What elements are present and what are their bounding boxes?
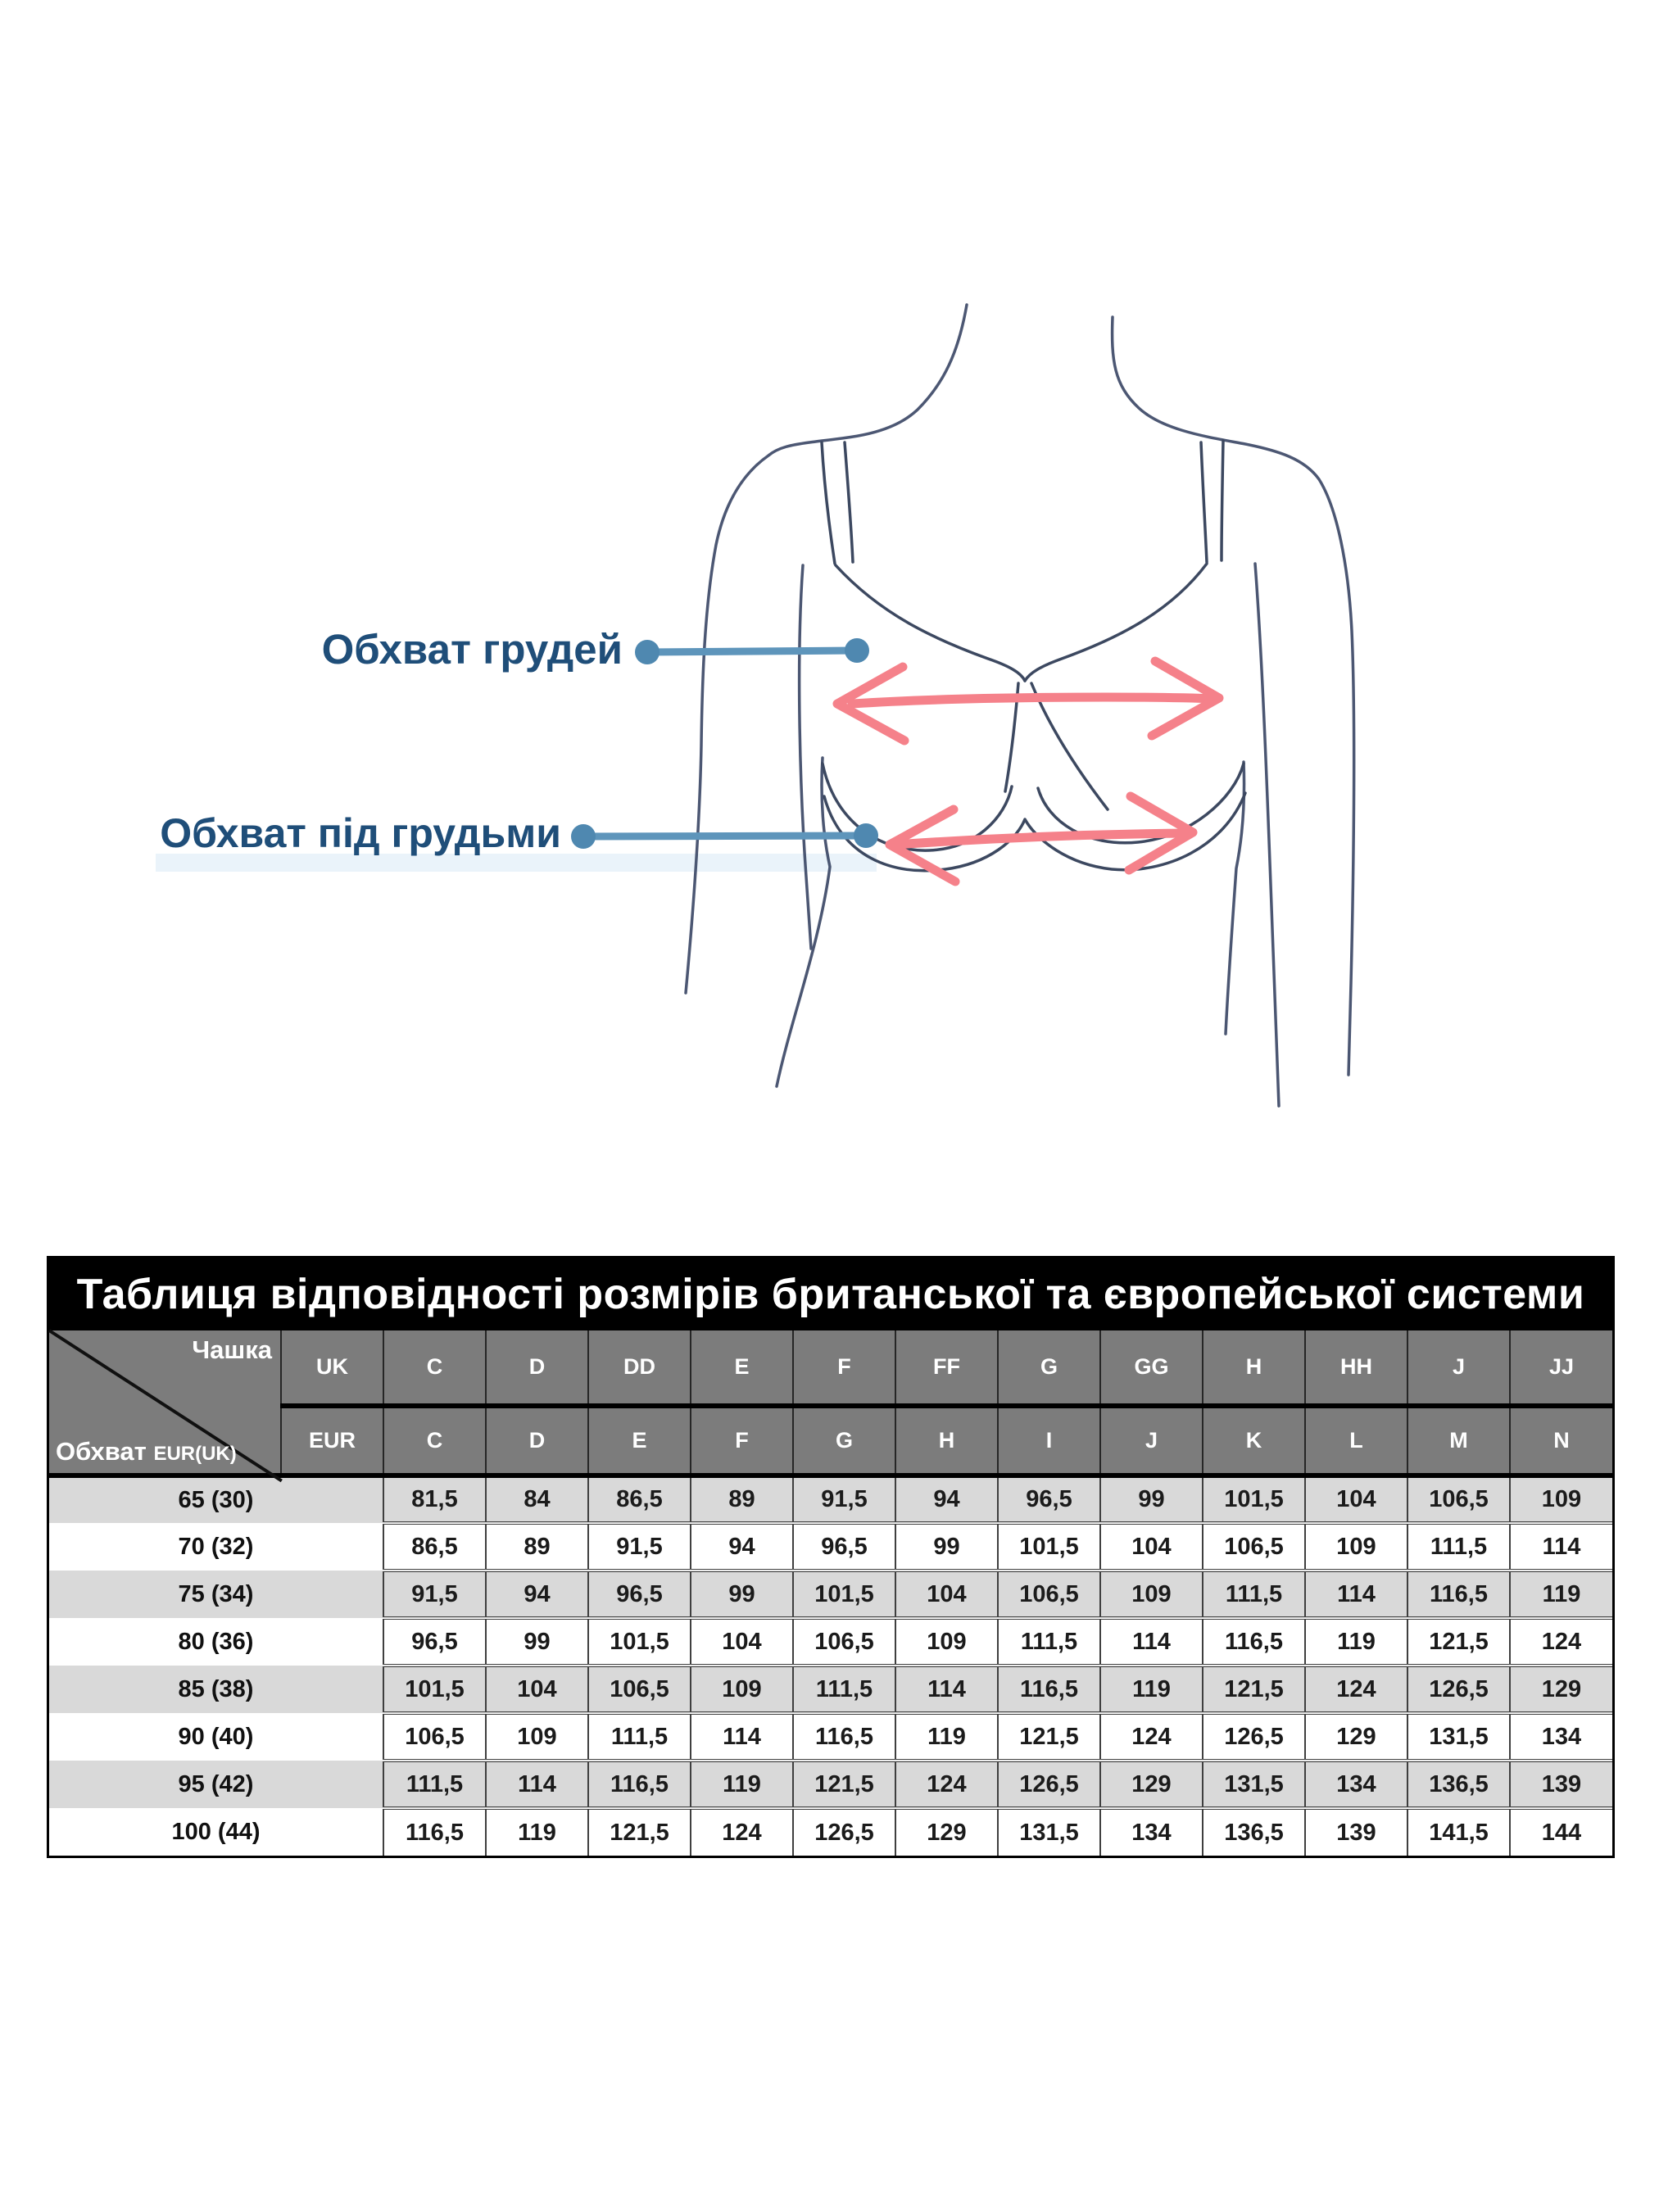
table-title: Таблиця відповідності розмірів британської та європейської системи (49, 1258, 1612, 1330)
eur-cup-cell: M (1407, 1406, 1510, 1475)
size-value-cell: 111,5 (1407, 1523, 1510, 1571)
girth-row-label: 70 (32) (178, 1533, 254, 1560)
size-value-cell: 116,5 (1407, 1571, 1510, 1618)
underbust-label: Обхват під грудьми (160, 810, 561, 856)
size-value-cell: 136,5 (1407, 1761, 1510, 1808)
girth-axis-label (56, 1437, 237, 1466)
eur-cup-cell: E (588, 1406, 691, 1475)
size-value-cell: 129 (1305, 1713, 1407, 1761)
table-row (49, 1571, 1612, 1618)
uk-cup-cell: J (1407, 1330, 1510, 1406)
bust-connector-dot-left (635, 640, 660, 664)
uk-cup-cell: GG (1100, 1330, 1203, 1406)
size-value-cell: 131,5 (1407, 1713, 1510, 1761)
size-value-cell: 119 (691, 1761, 793, 1808)
uk-cup-cell: JJ (1510, 1330, 1612, 1406)
size-value-cell: 114 (1510, 1523, 1612, 1571)
size-value-cell: 131,5 (1203, 1761, 1305, 1808)
size-table (47, 1256, 1615, 1858)
size-value-cell: 114 (1100, 1618, 1203, 1666)
underbust-arrow-shaft (895, 833, 1190, 845)
size-value-cell: 126,5 (1203, 1713, 1305, 1761)
eur-cups-row (49, 1406, 1612, 1475)
girth-axis-word: Обхват (56, 1437, 147, 1466)
uk-cup-cell: C (383, 1330, 486, 1406)
size-value-cell: 89 (486, 1523, 588, 1571)
corner-cell (49, 1330, 281, 1475)
size-value-cell: 119 (1510, 1571, 1612, 1618)
torso-outline (686, 305, 1354, 1106)
size-value-cell: 101,5 (588, 1618, 691, 1666)
cup-axis-label: Чашка (192, 1335, 272, 1364)
size-value-cell: 144 (1510, 1808, 1612, 1856)
size-value-cell: 106,5 (1407, 1475, 1510, 1523)
size-value-cell: 131,5 (998, 1808, 1100, 1856)
size-value-cell: 106,5 (383, 1713, 486, 1761)
size-value-cell: 111,5 (588, 1713, 691, 1761)
size-value-cell: 86,5 (383, 1523, 486, 1571)
size-value-cell: 119 (895, 1713, 998, 1761)
size-value-cell: 114 (691, 1713, 793, 1761)
girth-row-label: 75 (34) (178, 1580, 254, 1607)
eur-cup-cell: F (691, 1406, 793, 1475)
bust-connector-line (647, 650, 857, 652)
size-value-cell: 86,5 (588, 1475, 691, 1523)
size-value-cell: 121,5 (793, 1761, 895, 1808)
underbust-highlight-band (156, 854, 877, 872)
left-strap-outer-line (822, 442, 835, 564)
uk-cups-row (49, 1330, 1612, 1406)
underbust-connector-dot-right (854, 823, 878, 848)
eur-cup-cell: C (383, 1406, 486, 1475)
size-value-cell: 109 (1510, 1475, 1612, 1523)
size-value-cell: 116,5 (1203, 1618, 1305, 1666)
size-value-cell: 121,5 (588, 1808, 691, 1856)
girth-row-label: 80 (36) (178, 1628, 254, 1655)
uk-cup-cell: E (691, 1330, 793, 1406)
table-row (49, 1666, 1612, 1713)
eur-cup-cell: K (1203, 1406, 1305, 1475)
size-value-cell: 129 (895, 1808, 998, 1856)
size-value-cell: 109 (691, 1666, 793, 1713)
eur-cup-cell: N (1510, 1406, 1612, 1475)
size-value-cell: 129 (1100, 1761, 1203, 1808)
size-value-cell: 94 (486, 1571, 588, 1618)
size-value-cell: 109 (486, 1713, 588, 1761)
size-value-cell: 124 (895, 1761, 998, 1808)
size-value-cell: 109 (1305, 1523, 1407, 1571)
size-value-cell: 99 (691, 1571, 793, 1618)
size-value-cell: 104 (1100, 1523, 1203, 1571)
size-value-cell: 116,5 (383, 1808, 486, 1856)
size-value-cell: 111,5 (793, 1666, 895, 1713)
bra-outline (822, 441, 1245, 871)
right-inner-arm-line (1255, 564, 1279, 1106)
girth-row-label: 90 (40) (178, 1723, 254, 1750)
size-conversion-table (49, 1330, 1612, 1856)
size-value-cell: 121,5 (998, 1713, 1100, 1761)
size-value-cell: 114 (1305, 1571, 1407, 1618)
size-value-cell: 96,5 (383, 1618, 486, 1666)
uk-cup-cell: H (1203, 1330, 1305, 1406)
eur-cup-cell: I (998, 1406, 1100, 1475)
size-value-cell: 134 (1100, 1808, 1203, 1856)
size-value-cell: 119 (486, 1808, 588, 1856)
size-value-cell: 136,5 (1203, 1808, 1305, 1856)
size-value-cell: 111,5 (383, 1761, 486, 1808)
right-cup-top-edge (1025, 564, 1207, 681)
right-strap-outer-line (1201, 442, 1207, 562)
table-row (49, 1618, 1612, 1666)
size-value-cell: 106,5 (1203, 1523, 1305, 1571)
size-value-cell: 134 (1510, 1713, 1612, 1761)
size-value-cell: 139 (1305, 1808, 1407, 1856)
table-row (49, 1808, 1612, 1856)
eur-system-label: EUR (281, 1406, 383, 1475)
uk-system-label: UK (281, 1330, 383, 1406)
left-inner-arm-line (800, 565, 811, 949)
size-value-cell: 101,5 (383, 1666, 486, 1713)
uk-cup-cell: G (998, 1330, 1100, 1406)
size-value-cell: 96,5 (588, 1571, 691, 1618)
size-value-cell: 106,5 (793, 1618, 895, 1666)
uk-cup-cell: F (793, 1330, 895, 1406)
size-value-cell: 101,5 (998, 1523, 1100, 1571)
girth-axis-unit: EUR(UK) (153, 1443, 237, 1465)
bust-arrow-shaft (852, 697, 1217, 704)
size-value-cell: 116,5 (793, 1713, 895, 1761)
size-value-cell: 126,5 (1407, 1666, 1510, 1713)
girth-row-label: 65 (30) (178, 1487, 254, 1513)
size-value-cell: 96,5 (793, 1523, 895, 1571)
size-value-cell: 81,5 (383, 1475, 486, 1523)
size-value-cell: 111,5 (1203, 1571, 1305, 1618)
right-strap-inner-line (1222, 441, 1223, 560)
girth-row-label: 100 (44) (171, 1818, 261, 1845)
size-value-cell: 99 (486, 1618, 588, 1666)
table-row (49, 1475, 1612, 1523)
size-value-cell: 134 (1305, 1761, 1407, 1808)
size-value-cell: 91,5 (383, 1571, 486, 1618)
size-value-cell: 94 (691, 1523, 793, 1571)
size-value-cell: 121,5 (1203, 1666, 1305, 1713)
eur-cup-cell: H (895, 1406, 998, 1475)
size-value-cell: 124 (1100, 1713, 1203, 1761)
table-row (49, 1761, 1612, 1808)
size-value-cell: 109 (895, 1618, 998, 1666)
eur-cup-cell: D (486, 1406, 588, 1475)
bust-connector (635, 638, 869, 664)
bust-connector-dot-right (845, 638, 869, 663)
uk-cup-cell: FF (895, 1330, 998, 1406)
size-value-cell: 101,5 (1203, 1475, 1305, 1523)
size-value-cell: 101,5 (793, 1571, 895, 1618)
eur-cup-cell: L (1305, 1406, 1407, 1475)
left-strap-inner-line (845, 442, 853, 562)
size-value-cell: 139 (1510, 1761, 1612, 1808)
uk-cup-cell: HH (1305, 1330, 1407, 1406)
size-value-cell: 141,5 (1407, 1808, 1510, 1856)
size-value-cell: 104 (1305, 1475, 1407, 1523)
size-value-cell: 89 (691, 1475, 793, 1523)
size-value-cell: 114 (486, 1761, 588, 1808)
size-value-cell: 119 (1100, 1666, 1203, 1713)
bust-arrow-icon (837, 661, 1219, 741)
size-value-cell: 126,5 (998, 1761, 1100, 1808)
size-value-cell: 94 (895, 1475, 998, 1523)
size-value-cell: 106,5 (588, 1666, 691, 1713)
size-value-cell: 124 (1305, 1666, 1407, 1713)
size-value-cell: 124 (1510, 1618, 1612, 1666)
table-row (49, 1713, 1612, 1761)
size-value-cell: 126,5 (793, 1808, 895, 1856)
girth-row-label: 85 (38) (178, 1675, 254, 1702)
underbust-connector-dot-left (571, 824, 596, 849)
size-value-cell: 121,5 (1407, 1618, 1510, 1666)
size-value-cell: 116,5 (998, 1666, 1100, 1713)
size-value-cell: 104 (691, 1618, 793, 1666)
size-value-cell: 99 (1100, 1475, 1203, 1523)
size-value-cell: 114 (895, 1666, 998, 1713)
size-value-cell: 104 (895, 1571, 998, 1618)
size-value-cell: 111,5 (998, 1618, 1100, 1666)
size-value-cell: 109 (1100, 1571, 1203, 1618)
girth-row-label: 95 (42) (178, 1770, 254, 1797)
size-value-cell: 116,5 (588, 1761, 691, 1808)
size-value-cell: 124 (691, 1808, 793, 1856)
left-cup-top-edge (836, 565, 1025, 681)
eur-cup-cell: J (1100, 1406, 1203, 1475)
bust-label: Обхват грудей (321, 626, 623, 673)
size-value-cell: 119 (1305, 1618, 1407, 1666)
uk-cup-cell: DD (588, 1330, 691, 1406)
size-value-cell: 91,5 (588, 1523, 691, 1571)
size-value-cell: 106,5 (998, 1571, 1100, 1618)
size-value-cell: 96,5 (998, 1475, 1100, 1523)
size-value-cell: 99 (895, 1523, 998, 1571)
table-row (49, 1523, 1612, 1571)
size-value-cell: 129 (1510, 1666, 1612, 1713)
eur-cup-cell: G (793, 1406, 895, 1475)
size-value-cell: 91,5 (793, 1475, 895, 1523)
right-cleavage-line (1031, 683, 1108, 809)
uk-cup-cell: D (486, 1330, 588, 1406)
underbust-connector (571, 823, 878, 849)
size-value-cell: 84 (486, 1475, 588, 1523)
size-value-cell: 104 (486, 1666, 588, 1713)
